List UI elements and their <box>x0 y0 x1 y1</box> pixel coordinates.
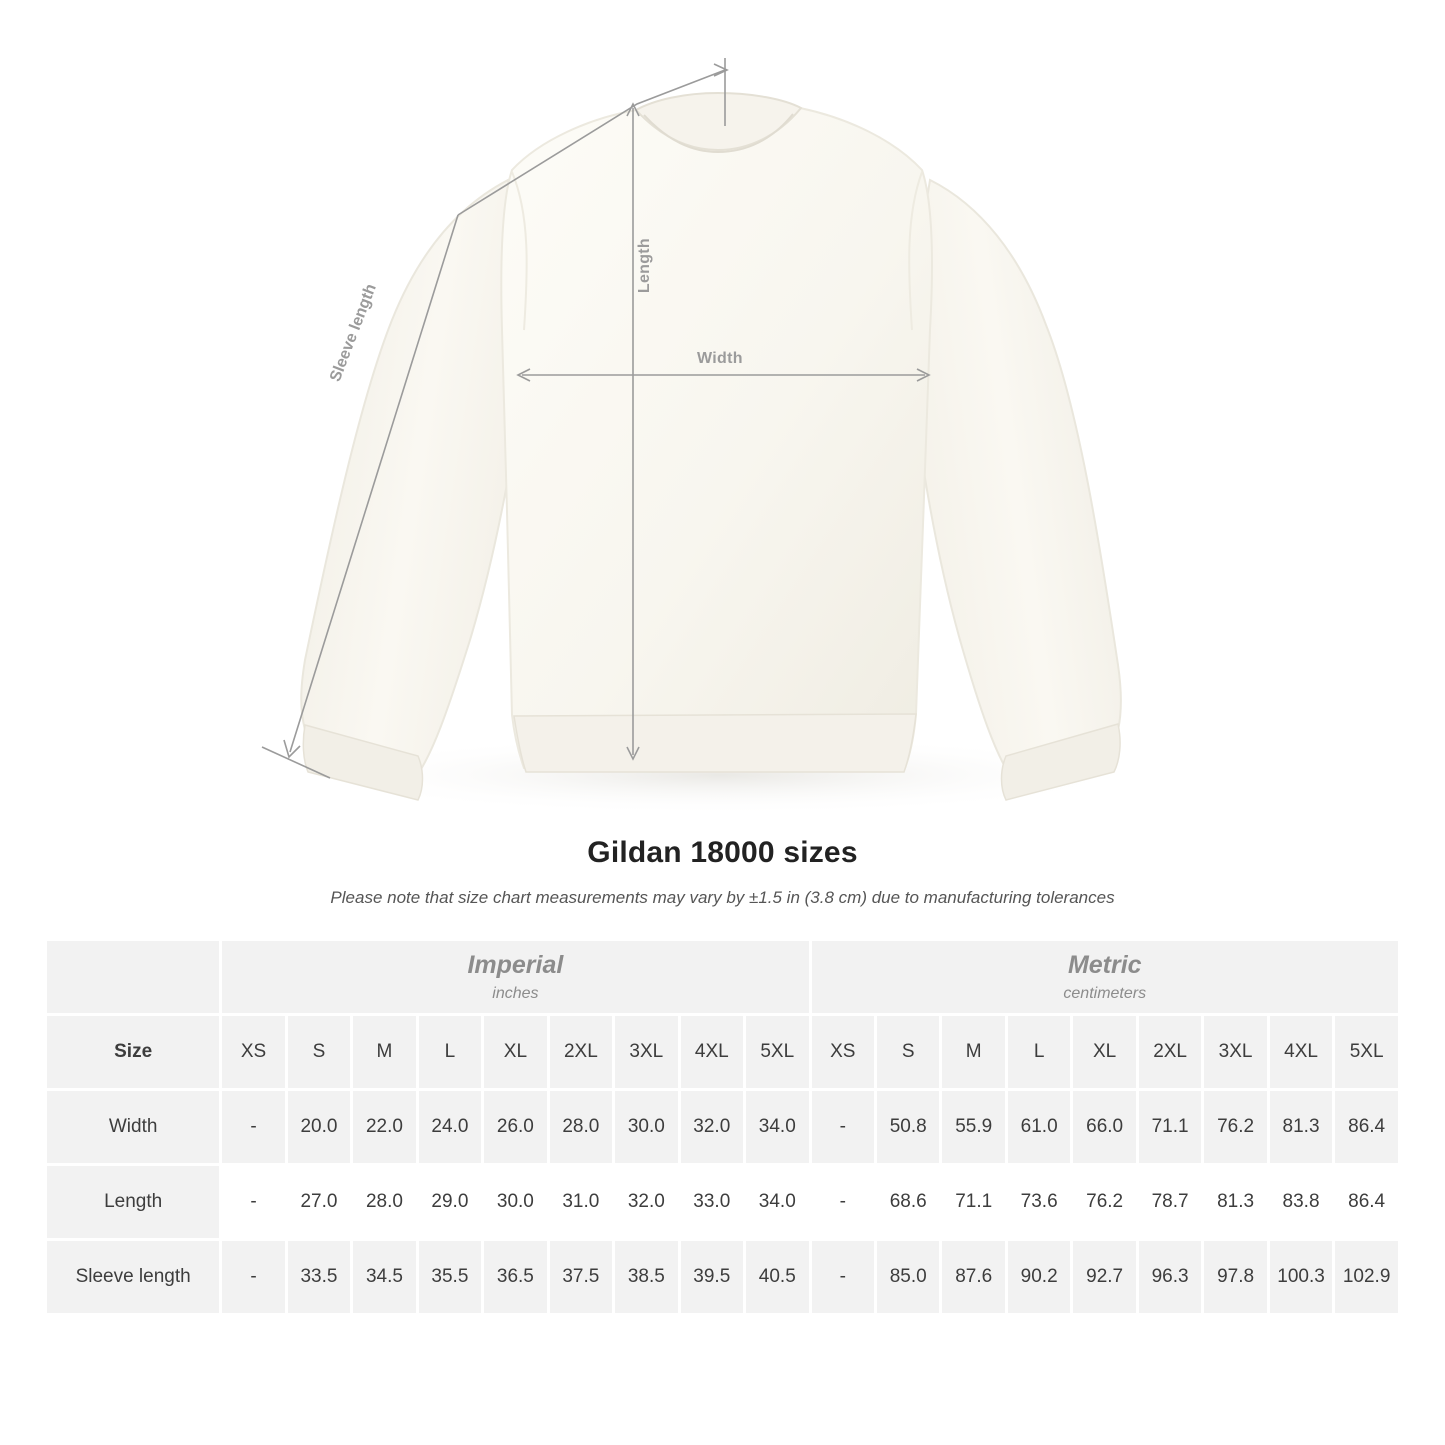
length-metric-4xl: 83.8 <box>1268 1165 1333 1240</box>
size-header-row <box>46 1015 1400 1090</box>
width-imperial-s: 20.0 <box>286 1090 351 1165</box>
header-imperial-4xl: 4XL <box>679 1015 744 1090</box>
width-imperial-xs: - <box>221 1090 286 1165</box>
metric-header-cell <box>810 940 1399 1015</box>
length-imperial-m: 28.0 <box>352 1165 417 1240</box>
tolerance-note: Please note that size chart measurements may vary by ±1.5 in (3.8 cm) due to manufacturing tolerances <box>330 888 1115 907</box>
size-chart-table <box>44 938 1401 1316</box>
metric-unit-sub: centimeters <box>1063 984 1147 1002</box>
width-imperial-xl: 26.0 <box>483 1090 548 1165</box>
length-metric-m: 71.1 <box>941 1165 1006 1240</box>
header-imperial-2xl: 2XL <box>548 1015 613 1090</box>
length-imperial-xs: - <box>221 1165 286 1240</box>
sleeve-metric-5xl: 102.9 <box>1334 1240 1400 1315</box>
sleeve-metric-xl: 92.7 <box>1072 1240 1137 1315</box>
page-title: Gildan 18000 sizes <box>587 836 858 869</box>
header-imperial-xs: XS <box>221 1015 286 1090</box>
length-imperial-2xl: 31.0 <box>548 1165 613 1240</box>
sleeve-imperial-m: 34.5 <box>352 1240 417 1315</box>
header-metric-4xl: 4XL <box>1268 1015 1333 1090</box>
length-metric-xl: 76.2 <box>1072 1165 1137 1240</box>
width-imperial-3xl: 30.0 <box>614 1090 679 1165</box>
sleeve-metric-3xl: 97.8 <box>1203 1240 1268 1315</box>
imperial-unit-name: Imperial <box>467 951 564 980</box>
length-imperial-s: 27.0 <box>286 1165 351 1240</box>
header-metric-3xl: 3XL <box>1203 1015 1268 1090</box>
units-header-row <box>46 940 1400 1015</box>
sleeve-imperial-l: 35.5 <box>417 1240 482 1315</box>
width-imperial-m: 22.0 <box>352 1090 417 1165</box>
header-metric-m: M <box>941 1015 1006 1090</box>
size-header-label: Size <box>46 1015 221 1090</box>
table-row-sleeve-length <box>46 1240 1400 1315</box>
header-imperial-5xl: 5XL <box>745 1015 810 1090</box>
width-metric-5xl: 86.4 <box>1334 1090 1400 1165</box>
width-metric-xl: 66.0 <box>1072 1090 1137 1165</box>
width-metric-l: 61.0 <box>1006 1090 1071 1165</box>
sleeve-imperial-xs: - <box>221 1240 286 1315</box>
length-metric-3xl: 81.3 <box>1203 1165 1268 1240</box>
units-spacer-cell <box>46 940 221 1015</box>
header-imperial-l: L <box>417 1015 482 1090</box>
sleeve-metric-xs: - <box>810 1240 875 1315</box>
width-dimension-label: Width <box>697 350 743 367</box>
sleeve-length-dimension-label: Sleeve length <box>327 281 380 385</box>
width-metric-4xl: 81.3 <box>1268 1090 1333 1165</box>
table-row-width <box>46 1090 1400 1165</box>
sleeve-metric-s: 85.0 <box>875 1240 940 1315</box>
header-imperial-s: S <box>286 1015 351 1090</box>
title-block <box>0 836 1445 908</box>
row-label-length: Length <box>46 1165 221 1240</box>
length-metric-l: 73.6 <box>1006 1165 1071 1240</box>
header-metric-2xl: 2XL <box>1137 1015 1202 1090</box>
sleeve-imperial-5xl: 40.5 <box>745 1240 810 1315</box>
sleeve-imperial-4xl: 39.5 <box>679 1240 744 1315</box>
length-imperial-4xl: 33.0 <box>679 1165 744 1240</box>
metric-unit-name: Metric <box>1067 951 1142 980</box>
header-metric-s: S <box>875 1015 940 1090</box>
header-metric-xs: XS <box>810 1015 875 1090</box>
sleeve-metric-4xl: 100.3 <box>1268 1240 1333 1315</box>
sleeve-imperial-s: 33.5 <box>286 1240 351 1315</box>
width-imperial-5xl: 34.0 <box>745 1090 810 1165</box>
header-imperial-xl: XL <box>483 1015 548 1090</box>
width-metric-3xl: 76.2 <box>1203 1090 1268 1165</box>
length-imperial-l: 29.0 <box>417 1165 482 1240</box>
row-label-sleeve-length: Sleeve length <box>46 1240 221 1315</box>
sleeve-imperial-3xl: 38.5 <box>614 1240 679 1315</box>
length-dimension-label: Length <box>636 238 653 294</box>
length-imperial-xl: 30.0 <box>483 1165 548 1240</box>
imperial-header-cell <box>221 940 810 1015</box>
sleeve-metric-m: 87.6 <box>941 1240 1006 1315</box>
length-metric-s: 68.6 <box>875 1165 940 1240</box>
width-metric-xs: - <box>810 1090 875 1165</box>
width-metric-m: 55.9 <box>941 1090 1006 1165</box>
length-imperial-3xl: 32.0 <box>614 1165 679 1240</box>
sleeve-imperial-2xl: 37.5 <box>548 1240 613 1315</box>
header-metric-l: L <box>1006 1015 1071 1090</box>
header-metric-xl: XL <box>1072 1015 1137 1090</box>
width-imperial-l: 24.0 <box>417 1090 482 1165</box>
table-row-length <box>46 1165 1400 1240</box>
width-imperial-2xl: 28.0 <box>548 1090 613 1165</box>
header-imperial-m: M <box>352 1015 417 1090</box>
header-metric-5xl: 5XL <box>1334 1015 1400 1090</box>
sleeve-metric-l: 90.2 <box>1006 1240 1071 1315</box>
row-label-width: Width <box>46 1090 221 1165</box>
size-table-wrapper <box>44 938 1401 1316</box>
length-metric-2xl: 78.7 <box>1137 1165 1202 1240</box>
length-imperial-5xl: 34.0 <box>745 1165 810 1240</box>
header-imperial-3xl: 3XL <box>614 1015 679 1090</box>
length-metric-5xl: 86.4 <box>1334 1165 1400 1240</box>
width-metric-2xl: 71.1 <box>1137 1090 1202 1165</box>
width-imperial-4xl: 32.0 <box>679 1090 744 1165</box>
width-metric-s: 50.8 <box>875 1090 940 1165</box>
sleeve-metric-2xl: 96.3 <box>1137 1240 1202 1315</box>
sleeve-imperial-xl: 36.5 <box>483 1240 548 1315</box>
imperial-unit-sub: inches <box>492 984 539 1002</box>
length-metric-xs: - <box>810 1165 875 1240</box>
